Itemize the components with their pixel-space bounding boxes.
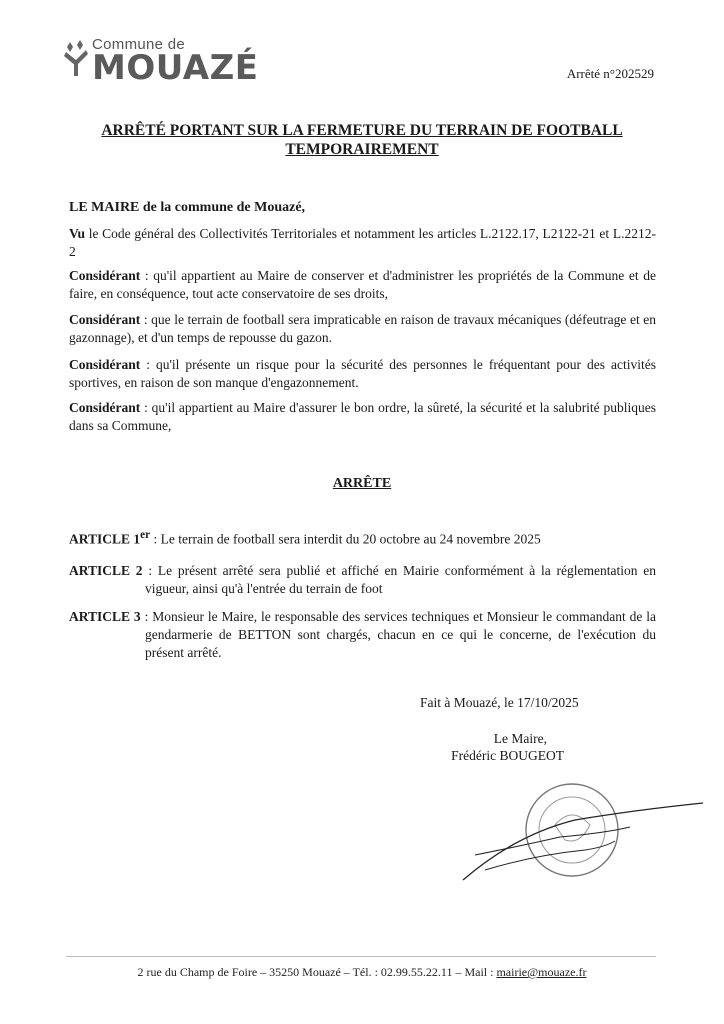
article-label: ARTICLE 1 [69, 531, 141, 547]
vu-label: Vu [69, 226, 86, 241]
considerant-text: : qu'il appartient au Maire d'assurer le bon ordre, la sûreté, la sécurité et la salubrité publiques dans sa Commune, [69, 400, 656, 433]
article-sup: er [140, 529, 151, 541]
signatory-name: Frédéric BOUGEOT [451, 748, 564, 763]
official-stamp-signature [455, 775, 705, 895]
footer-mail-link[interactable]: mairie@mouaze.fr [496, 965, 587, 979]
article-2 [69, 562, 656, 598]
vu-text: le Code général des Collectivités Territoriales et notamment les articles L.2122.17, L2122-21 et L.2212-2 [69, 226, 656, 259]
considerant-paragraph [69, 311, 656, 347]
document-title [60, 121, 664, 159]
article-text: : Monsieur le Maire, le responsable des services techniques et Monsieur le commandant de la gendarmerie de BETTON sont chargés, chacun en ce qui le concerne, de l'exécution du présent arrêté. [140, 609, 656, 660]
article-text: : Le terrain de football sera interdit du 20 octobre au 24 novembre 2025 [150, 531, 541, 547]
footer-text: 2 rue du Champ de Foire – 35250 Mouazé – Tél. : 02.99.55.22.11 – Mail : [137, 965, 497, 979]
arrete-heading: ARRÊTE [332, 476, 392, 491]
article-text: : Le présent arrêté sera publié et affiché en Mairie conformément à la réglementation en vigueur, ainsi qu'à l'entrée du terrain de foot [142, 563, 656, 596]
commune-logo [62, 36, 277, 88]
article-3 [69, 608, 656, 662]
footer-address [0, 965, 724, 980]
considerant-label: Considérant [69, 268, 141, 283]
article-1 [69, 526, 656, 549]
considerant-text: : qu'il présente un risque pour la sécurité des personnes le fréquentant pour des activités sportives, en raison de son manque d'engazonnement. [69, 357, 656, 390]
place-date: Fait à Mouazé, le 17/10/2025 [420, 695, 579, 710]
signatory-role: Le Maire, [493, 731, 547, 746]
considerant-text: : qu'il appartient au Maire de conserver et d'administrer les propriétés de la Commune et de faire, en conséquence, tout acte conservatoire de ses droits, [69, 268, 656, 301]
considerant-paragraph [69, 399, 656, 435]
considerant-text: : que le terrain de football sera impraticable en raison de travaux mécaniques (défeutrage et en gazonnage), et d'un temps de repousse du gazon. [69, 312, 656, 345]
logo-title: MOUAZÉ [92, 48, 259, 88]
considerant-paragraph [69, 267, 656, 303]
considerant-label: Considérant [69, 312, 141, 327]
vu-paragraph [69, 225, 656, 261]
title-line-2: TEMPORAIREMENT [285, 141, 439, 158]
considerant-label: Considérant [69, 400, 141, 415]
considerant-paragraph [69, 356, 656, 392]
logo-fleur-icon [62, 38, 92, 78]
arrete-reference: Arrêté n°202529 [566, 66, 654, 81]
article-label: ARTICLE 3 [69, 609, 141, 624]
title-line-1: ARRÊTÉ PORTANT SUR LA FERMETURE DU TERRAIN DE FOOTBALL [101, 122, 623, 139]
footer-divider [66, 956, 656, 957]
considerant-label: Considérant [69, 357, 141, 372]
maire-heading: LE MAIRE de la commune de Mouazé, [69, 200, 306, 215]
article-label: ARTICLE 2 [69, 563, 143, 578]
logo-subtitle: Commune de [92, 36, 186, 53]
